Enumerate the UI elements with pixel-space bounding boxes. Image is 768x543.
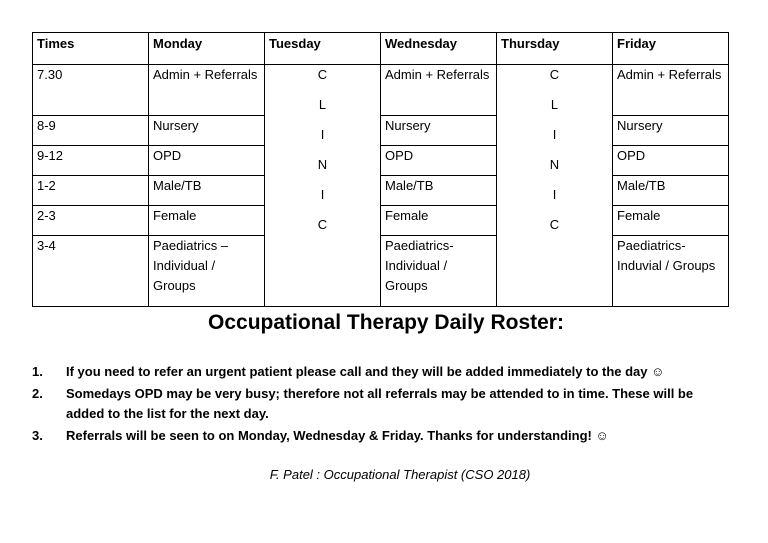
- clinic-letter: I: [552, 127, 557, 142]
- table-row: [33, 176, 729, 206]
- time-cell: 9-12: [33, 146, 149, 176]
- roster-table: [32, 32, 729, 307]
- clinic-letter: C: [317, 67, 328, 82]
- wednesday-cell: Nursery: [381, 116, 497, 146]
- time-cell: 3-4: [33, 236, 149, 307]
- list-number: 3.: [32, 428, 43, 443]
- list-text: If you need to refer an urgent patient please call and they will be added immediately to the day ☺: [66, 364, 665, 379]
- monday-cell: Paediatrics – Individual / Groups: [149, 236, 265, 307]
- table-row: [33, 116, 729, 146]
- table-row: [33, 146, 729, 176]
- friday-cell: Nursery: [613, 116, 729, 146]
- monday-cell: Nursery: [149, 116, 265, 146]
- clinic-letter: N: [549, 157, 560, 172]
- friday-cell: OPD: [613, 146, 729, 176]
- list-number: 1.: [32, 364, 43, 379]
- time-cell: 7.30: [33, 65, 149, 116]
- time-cell: 2-3: [33, 206, 149, 236]
- header-tuesday: Tuesday: [265, 33, 381, 65]
- table-row: [33, 206, 729, 236]
- clinic-letter: I: [552, 187, 557, 202]
- wednesday-cell: OPD: [381, 146, 497, 176]
- time-cell: 1-2: [33, 176, 149, 206]
- monday-cell: Female: [149, 206, 265, 236]
- clinic-letter: C: [549, 67, 560, 82]
- wednesday-cell: Admin + Referrals: [381, 65, 497, 116]
- friday-cell: Paediatrics- Induvial / Groups: [613, 236, 729, 307]
- clinic-letter: C: [317, 217, 328, 232]
- list-text: Somedays OPD may be very busy; therefore not all referrals may be attended to in time. These will be added to the list for the next day.: [66, 386, 694, 421]
- wednesday-cell: Female: [381, 206, 497, 236]
- friday-cell: Female: [613, 206, 729, 236]
- clinic-letter: I: [320, 187, 325, 202]
- list-item: [32, 362, 728, 382]
- table-row: [33, 236, 729, 307]
- notes-list: [32, 362, 728, 448]
- clinic-letter: C: [549, 217, 560, 232]
- list-item: [32, 384, 728, 424]
- header-thursday: Thursday: [497, 33, 613, 65]
- list-item: [32, 426, 728, 446]
- clinic-letter: N: [317, 157, 328, 172]
- monday-cell: Admin + Referrals: [149, 65, 265, 116]
- wednesday-cell: Paediatrics- Individual / Groups: [381, 236, 497, 307]
- tuesday-clinic-cell: [265, 65, 381, 307]
- table-row: [33, 65, 729, 116]
- signature-line: F. Patel : Occupational Therapist (CSO 2018): [269, 467, 531, 482]
- monday-cell: Male/TB: [149, 176, 265, 206]
- header-wednesday: Wednesday: [381, 33, 497, 65]
- clinic-letter: I: [320, 127, 325, 142]
- friday-cell: Male/TB: [613, 176, 729, 206]
- header-row: [33, 33, 729, 65]
- thursday-clinic-cell: [497, 65, 613, 307]
- clinic-letter: L: [318, 97, 327, 112]
- list-text: Referrals will be seen to on Monday, Wednesday & Friday. Thanks for understanding! ☺: [66, 428, 609, 443]
- header-friday: Friday: [613, 33, 729, 65]
- time-cell: 8-9: [33, 116, 149, 146]
- header-times: Times: [33, 33, 149, 65]
- monday-cell: OPD: [149, 146, 265, 176]
- friday-cell: Admin + Referrals: [613, 65, 729, 116]
- wednesday-cell: Male/TB: [381, 176, 497, 206]
- page-title: Occupational Therapy Daily Roster:: [208, 311, 564, 334]
- clinic-letter: L: [550, 97, 559, 112]
- header-monday: Monday: [149, 33, 265, 65]
- list-number: 2.: [32, 386, 43, 401]
